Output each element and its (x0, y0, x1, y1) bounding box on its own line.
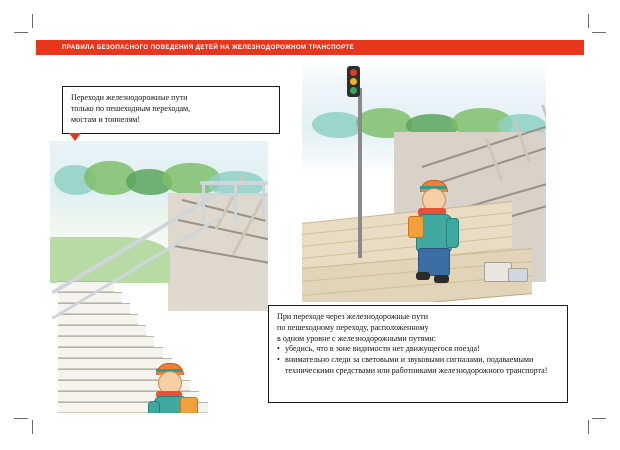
callout-use-crossings (62, 86, 280, 134)
boy-satchel-right (408, 216, 424, 238)
callout-bullet-1: • убедись, что в зоне видимости нет движущегося поезда! (277, 344, 559, 355)
callout-top-line-2: только по пешеходным переходам, (71, 103, 191, 113)
boy-shoe-right-2 (434, 275, 449, 283)
signal-lamp-green-icon (350, 87, 357, 94)
figure-boy-crossing (406, 180, 476, 290)
boy-arm-left (148, 401, 160, 413)
callout-bottom-line-1: При переходе через железнодорожные пути (277, 312, 429, 321)
signal-lamp-amber-icon (350, 78, 357, 85)
crop-mark-top-right (588, 14, 589, 28)
boy-shoe-right-1 (416, 272, 430, 280)
traffic-light (347, 66, 360, 97)
crop-mark-right-bottom (592, 418, 606, 419)
handrail-post-3 (262, 181, 265, 219)
boy-arm-right (446, 218, 459, 248)
crop-mark-left-bottom (14, 418, 28, 419)
illustration-level-crossing (302, 62, 546, 302)
callout-top-line-1: Переходи железнодорожные пути (71, 93, 188, 102)
callout-bottom-bullet-list (277, 344, 559, 376)
handrail-post-1 (202, 181, 205, 223)
crop-mark-left-top (14, 32, 28, 33)
header-banner (36, 40, 584, 55)
handrail-post-2 (234, 181, 237, 221)
equipment-box-2 (508, 268, 528, 282)
crop-mark-bottom-right (588, 420, 589, 434)
signal-pole (358, 88, 362, 258)
crop-mark-right-top (592, 32, 606, 33)
illustration-bridge-stairs (50, 141, 268, 413)
figure-boy-climbing (146, 363, 206, 413)
crop-mark-bottom-left (32, 420, 33, 434)
crop-mark-top-left (32, 14, 33, 28)
signal-lamp-red-icon (350, 69, 357, 76)
callout-top-line-3: мостам и тоннелям! (71, 114, 141, 124)
banner-title: ПРАВИЛА БЕЗОПАСНОГО ПОВЕДЕНИЯ ДЕТЕЙ НА ЖЕЛЕЗНОДОРОЖНОМ ТРАНСПОРТЕ (62, 44, 355, 51)
callout-level-crossing-rules (268, 305, 568, 403)
callout-top-tail-icon (69, 133, 81, 141)
boy-satchel-left (180, 397, 198, 413)
callout-bottom-line-2: по пешеходному переходу, расположенному (277, 322, 429, 332)
callout-bullet-2: • внимательно следи за световыми и звуковыми сигналами, подаваемыми техническими средствами или работниками железнодорожного транспорта! (277, 355, 559, 377)
callout-bottom-line-3: в одном уровне с железнодорожными путями: (277, 333, 436, 343)
